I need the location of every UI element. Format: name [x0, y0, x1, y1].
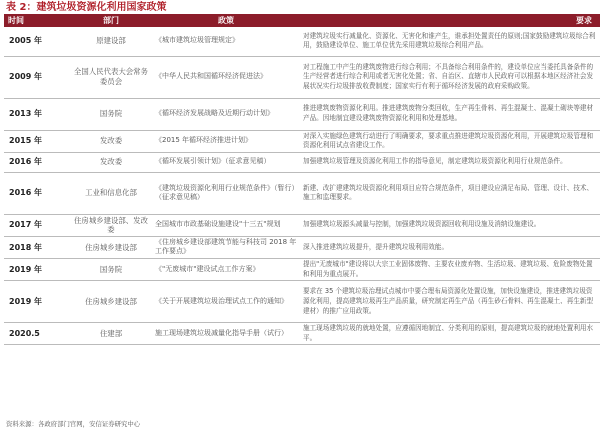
table-row: [4, 98, 600, 130]
row-year: 2016 年: [4, 152, 70, 172]
row-department: 国务院: [70, 259, 152, 281]
row-requirement: 推进建筑废物资源化利用。推进建筑废物分类回收，生产再生骨料、再生混凝土、混凝土砌块等建材产品。因地制宜建设建筑废物资源化利用和处理基地。: [300, 98, 600, 130]
row-requirement: 对建筑垃圾实行减量化、资源化、无害化和谁产生，谁承担处置责任的原则;国家鼓励建筑垃圾综合利用，鼓励建设单位、施工单位优先采用建筑垃圾综合利用产品。: [300, 27, 600, 56]
row-policy: [152, 172, 300, 214]
table-row: [4, 281, 600, 323]
policy-title: 《"无废城市"建设试点工作方案》: [155, 264, 260, 273]
row-policy: [152, 281, 300, 323]
row-department: 住房城乡建设部: [70, 236, 152, 258]
table-row: [4, 323, 600, 345]
row-year: 2005 年: [4, 27, 70, 56]
row-policy: [152, 259, 300, 281]
row-policy: [152, 27, 300, 56]
table-header-row: [4, 14, 600, 27]
policy-table: [4, 14, 600, 345]
row-department: 发改委: [70, 152, 152, 172]
row-department: 全国人民代表大会常务委员会: [70, 56, 152, 98]
policy-title: 施工现场建筑垃圾减量化指导手册（试行）: [155, 329, 288, 338]
row-year: 2019 年: [4, 259, 70, 281]
row-policy: [152, 214, 300, 236]
row-policy: [152, 323, 300, 345]
row-policy: [152, 98, 300, 130]
row-requirement: 对工程施工中产生的建筑废物进行综合利用；不具备综合利用条件的，建设单位应当委托具备条件的生产经营者进行综合利用或者无害化处置；省、自治区、直辖市人民政府可以根据本地区经济社会发展状况实行垃圾排放收费制度；国家实行有利于循环经济发展的政府采购政策。: [300, 56, 600, 98]
row-policy: [152, 130, 300, 152]
table-title: 表 2：建筑垃圾资源化利用国家政策: [6, 2, 167, 13]
row-department: 工业和信息化部: [70, 172, 152, 214]
row-year: 2017 年: [4, 214, 70, 236]
source-note: 资料来源：各政府部门官网，安信证券研究中心: [6, 420, 141, 428]
table-row: [4, 56, 600, 98]
row-year: 2013 年: [4, 98, 70, 130]
table-row: [4, 172, 600, 214]
row-year: 2019 年: [4, 281, 70, 323]
row-department: 原建设部: [70, 27, 152, 56]
row-requirement: 深入推进建筑垃圾提升，提升建筑垃圾利用效能。: [300, 236, 600, 258]
row-requirement: 对深入实施绿色建筑行动进行了明确要求，要求重点推进建筑垃圾资源化利用，开展建筑垃圾管理和资源化利用试点省建设工作。: [300, 130, 600, 152]
policy-title: 《中华人民共和国循环经济促进法》: [155, 72, 267, 81]
row-year: 2016 年: [4, 172, 70, 214]
policy-title: 全国城市市政基础设施建设"十三五"规划: [155, 220, 281, 229]
row-requirement: 提出"无废城市"建设将以大宗工业固体废物、主要农业废弃物、生活垃圾、建筑垃圾、危险废物处置和利用为重点展开。: [300, 259, 600, 281]
row-department: 住房城乡建设部、发改委: [70, 214, 152, 236]
policy-title: 《建筑垃圾资源化利用行业规范条件》（暂行）（征求意见稿）: [155, 183, 295, 202]
table-row: [4, 27, 600, 56]
row-policy: [152, 56, 300, 98]
row-department: 国务院: [70, 98, 152, 130]
policy-title: 《关于开展建筑垃圾治理试点工作的通知》: [155, 296, 288, 305]
table-row: [4, 236, 600, 258]
row-requirement: 新建、改扩建建筑垃圾资源化利用项目应符合规范条件，项目建设应满足布局、管理、设计、技术、施工和监理要求。: [300, 172, 600, 214]
table-row: [4, 152, 600, 172]
policy-title: 《住房城乡建设部建筑节能与科技司 2018 年工作要点》: [155, 237, 297, 256]
header-policy: 政策: [152, 14, 300, 27]
table-body: [4, 27, 600, 345]
row-requirement: 加强建筑垃圾管理及资源化利用工作的指导意见，制定建筑垃圾资源化利用行业规范条件。: [300, 152, 600, 172]
row-department: 住房城乡建设部: [70, 281, 152, 323]
row-department: 发改委: [70, 130, 152, 152]
row-year: 2015 年: [4, 130, 70, 152]
row-year: 2018 年: [4, 236, 70, 258]
table-row: [4, 259, 600, 281]
header-year: 时间: [4, 14, 70, 27]
row-requirement: 施工现场建筑垃圾的就地处置，应遵循因地制宜、分类利用的原则，提高建筑垃圾的就地处置利用水平。: [300, 323, 600, 345]
policy-title: 《城市建筑垃圾管理规定》: [155, 36, 239, 45]
row-department: 住建部: [70, 323, 152, 345]
policy-title: 《2015 年循环经济推进计划》: [155, 136, 253, 145]
row-policy: [152, 236, 300, 258]
table-row: [4, 214, 600, 236]
header-dept: 部门: [70, 14, 152, 27]
row-requirement: 要求在 35 个建筑垃圾治理试点城市中要合理布局资源化处置设施，加快设施建设，推进建筑垃圾资源化利用，提高建筑垃圾再生产品质量，研究制定再生产品（再生砂石骨料、再生混凝土、再生新型建材）的推广应用政策。: [300, 281, 600, 323]
row-requirement: 加强建筑垃圾源头减量与控制，加强建筑垃圾资源回收利用设施及消纳设施建设。: [300, 214, 600, 236]
row-year: 2009 年: [4, 56, 70, 98]
row-policy: [152, 152, 300, 172]
policy-title: 《循环发展引领计划》（征求意见稿）: [155, 157, 271, 166]
policy-title: 《循环经济发展战略及近期行动计划》: [155, 109, 274, 118]
table-row: [4, 130, 600, 152]
header-req: 要求: [300, 14, 600, 27]
row-year: 2020.5: [4, 323, 70, 345]
